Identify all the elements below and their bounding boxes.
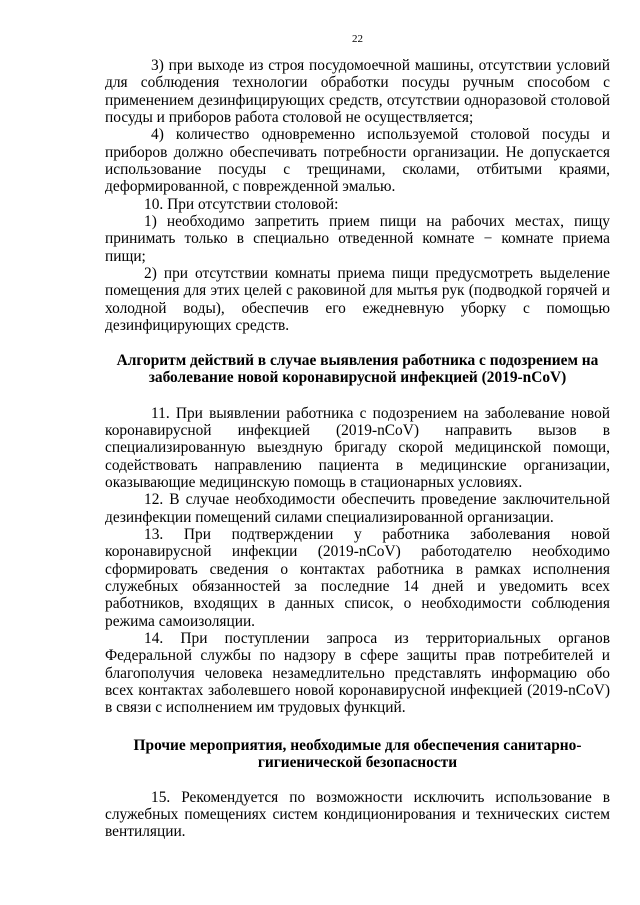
paragraph-15-ventilation: 15. Рекомендуется по возможности исключить использование в служебных помещениях систем кондиционирования и технических систем вентиляции. [105,788,610,841]
paragraph-13-contacts: 13. При подтверждении у работника заболевания новой коронавирусной инфекции (2019-nCoV) работодателю необходимо сформировать сведения о контактах работника в рамках исполнения служебных обязанностей за последние 14 дней и уведомить всех работников, входящих в данных список, о необходимости соблюдения режима самоизоляции. [105,525,610,630]
paragraph-item-1-eating-room: 1) необходимо запретить прием пищи на рабочих местах, пищу принимать только в специально отведенной комнате − комнате приема пищи; [105,213,610,265]
paragraph-item-3-dishwasher: 3) при выходе из строя посудомоечной машины, отсутствии условий для соблюдения технологии обработки посуды ручным способом с применением дезинфицирующих средств, отсутствии одноразовой столовой посуды и приборов работа столовой не осуществляется; [105,57,610,127]
document-page [105,32,610,841]
paragraph-item-4-tableware: 4) количество одновременно используемой столовой посуды и приборов должно обеспечивать потребности организации. Не допускается использование посуды с трещинами, сколами, отбитыми краями, деформированной, с поврежденной эмалью. [105,126,610,196]
page-number: 22 [352,33,363,45]
section-heading-algorithm: Алгоритм действий в случае выявления работника с подозрением на заболевание новой коронавирусной инфекцией (2019-nCoV) [116,351,599,386]
paragraph-10-no-canteen: 10. При отсутствии столовой: [144,195,339,213]
paragraph-11-call-ambulance: 11. При выявлении работника с подозрением на заболевание новой коронавирусной инфекцией (2019-nCoV) направить вызов в специализированную выездную бригаду скорой медицинской помощи, содействовать направлению пациента в медицинские организации, оказывающие медицинскую помощь в стационарных условиях. [105,404,610,491]
paragraph-14-rospotrebnadzor: 14. При поступлении запроса из территориальных органов Федеральной службы по надзору в сфере защиты прав потребителей и благополучия человека незамедлительно представлять информацию обо всех контактах заболевшего новой коронавирусной инфекцией (2019-nCoV) в связи с исполнением им трудовых функций. [105,629,610,717]
section-heading-other-measures: Прочие мероприятия, необходимые для обеспечения санитарно-гигиенической безопасности [133,736,582,772]
paragraph-12-disinfection: 12. В случае необходимости обеспечить проведение заключительной дезинфекции помещений силами специализированной организации. [105,491,610,526]
paragraph-item-2-separate-room: 2) при отсутствии комнаты приема пищи предусмотреть выделение помещения для этих целей с раковиной для мытья рук (подводкой горячей и холодной воды), обеспечив его ежедневную уборку с помощью дезинфицирующих средств. [105,265,610,335]
